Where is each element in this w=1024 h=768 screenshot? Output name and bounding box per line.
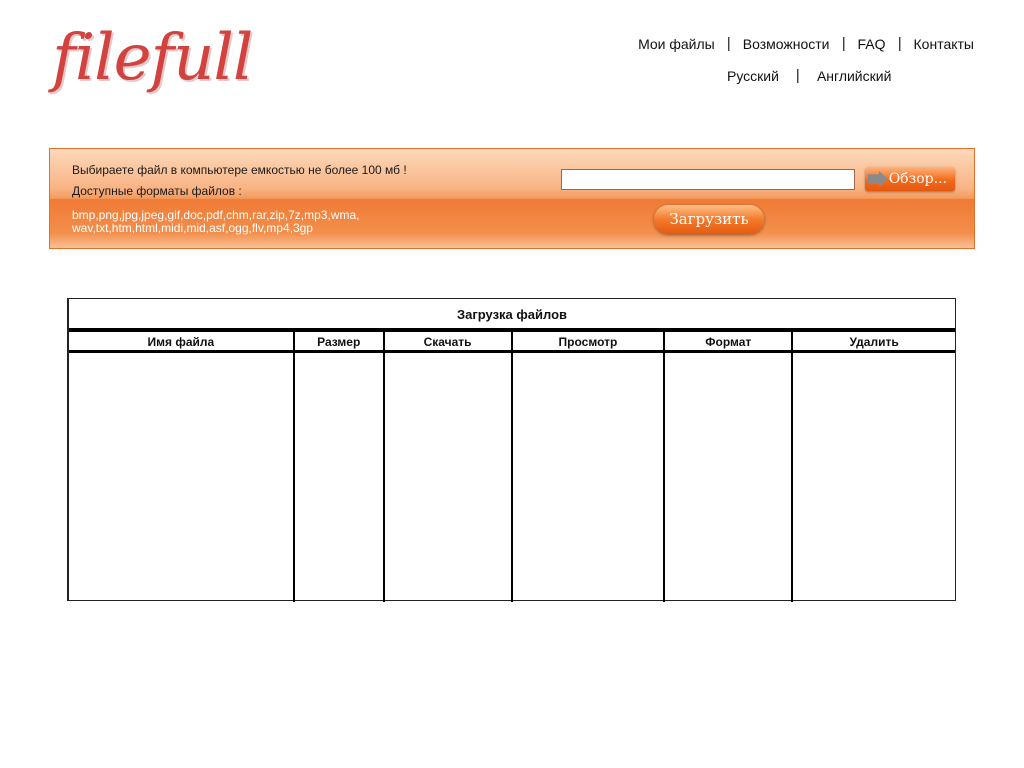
arrow-right-icon <box>868 171 888 187</box>
column-header-download: Скачать <box>385 332 513 350</box>
format-column <box>665 353 793 602</box>
nav-my-files-link[interactable]: Мои файлы <box>638 36 715 52</box>
column-header-filename: Имя файла <box>69 332 295 350</box>
upload-info <box>72 160 407 202</box>
column-header-size: Размер <box>295 332 385 350</box>
column-header-preview: Просмотр <box>513 332 666 350</box>
allowed-formats-list <box>72 209 432 235</box>
formats-line: bmp,png,jpg,jpeg,gif,doc,pdf,chm,rar,zip,7z,mp3,wma, <box>72 208 360 222</box>
upload-panel <box>49 148 975 249</box>
site-logo[interactable]: filefull <box>52 21 253 95</box>
browse-button-label: Обзор... <box>888 171 947 187</box>
file-path-input[interactable] <box>561 169 855 190</box>
top-navigation <box>625 36 974 52</box>
browse-button[interactable] <box>865 167 955 191</box>
nav-faq-link[interactable]: FAQ <box>857 36 886 52</box>
language-russian-link[interactable]: Русский <box>727 68 779 84</box>
column-header-delete: Удалить <box>849 335 899 349</box>
files-table <box>67 298 956 601</box>
nav-features-link[interactable]: Возможности <box>742 36 830 52</box>
files-table-header <box>69 332 955 353</box>
nav-contacts-link[interactable]: Контакты <box>913 36 974 52</box>
delete-column <box>793 353 955 602</box>
preview-column <box>513 353 666 602</box>
language-english-link[interactable]: Английский <box>816 68 892 84</box>
language-switcher <box>727 68 891 84</box>
download-column <box>385 353 513 602</box>
upload-size-limit-text: Выбираете файл в компьютере емкостью не более 100 мб ! <box>72 163 407 177</box>
files-table-title: Загрузка файлов <box>69 299 955 332</box>
size-column <box>295 353 385 602</box>
upload-button[interactable]: Загрузить <box>654 205 764 234</box>
filename-column <box>69 353 295 602</box>
upload-formats-heading: Доступные форматы файлов : <box>72 184 242 198</box>
files-table-body <box>69 353 955 602</box>
column-header-format: Формат <box>665 332 793 350</box>
formats-line: wav,txt,htm,html,midi,mid,asf,ogg,flv,mp4,3gp <box>72 221 313 235</box>
